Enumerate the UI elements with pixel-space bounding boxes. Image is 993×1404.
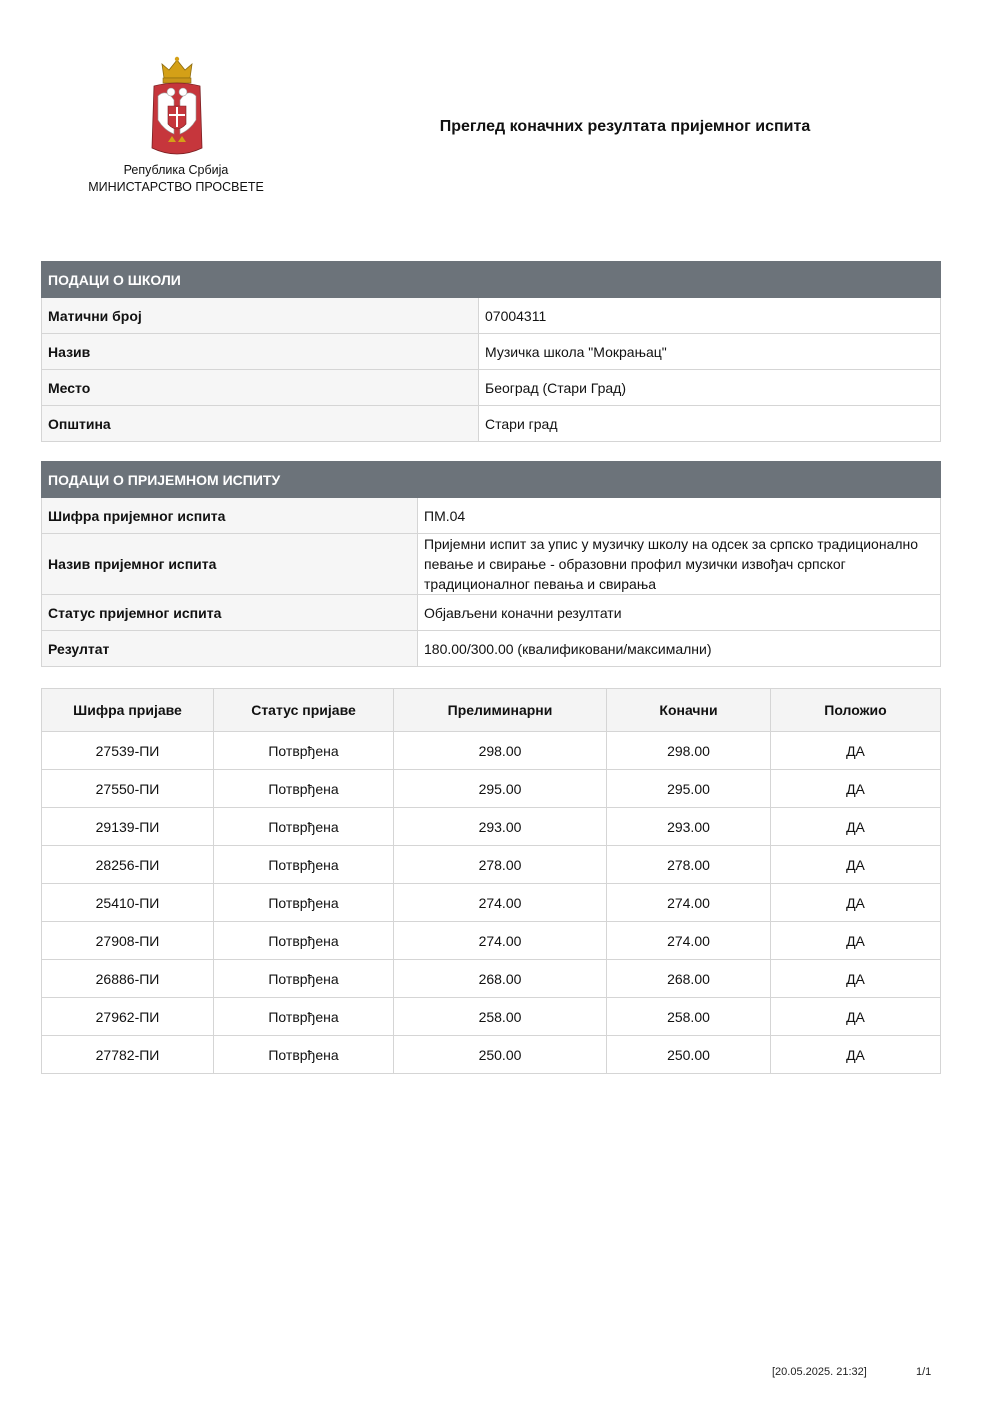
application-status: Потврђена <box>214 770 394 808</box>
table-row <box>42 732 941 770</box>
column-header: Шифра пријаве <box>42 689 214 732</box>
print-timestamp: [20.05.2025. 21:32] <box>772 1366 867 1378</box>
preliminary-score: 293.00 <box>394 808 607 846</box>
column-header: Прелиминарни <box>394 689 607 732</box>
issuer-block <box>80 162 272 196</box>
preliminary-score: 274.00 <box>394 884 607 922</box>
page-number: 1/1 <box>916 1366 932 1378</box>
exam-info-table <box>41 461 941 667</box>
results-header-row <box>42 689 941 732</box>
document-title: Преглед коначних резултата пријемног испита <box>439 118 811 135</box>
ministry-name: МИНИСТАРСТВО ПРОСВЕТЕ <box>88 180 264 194</box>
application-status: Потврђена <box>214 960 394 998</box>
info-value: Музичка школа "Мокрањац" <box>479 334 941 370</box>
application-code: 27962-ПИ <box>42 998 214 1036</box>
final-score: 250.00 <box>607 1036 771 1074</box>
column-header: Коначни <box>607 689 771 732</box>
final-score: 258.00 <box>607 998 771 1036</box>
info-row <box>42 534 941 595</box>
table-row <box>42 998 941 1036</box>
application-status: Потврђена <box>214 732 394 770</box>
info-row <box>42 370 941 406</box>
preliminary-score: 278.00 <box>394 846 607 884</box>
school-info-table <box>41 261 941 442</box>
application-code: 27539-ПИ <box>42 732 214 770</box>
results-table <box>41 688 941 1074</box>
passed-flag: ДА <box>771 808 941 846</box>
school-section-title: ПОДАЦИ О ШКОЛИ <box>42 262 941 298</box>
info-value: ПМ.04 <box>418 498 941 534</box>
preliminary-score: 274.00 <box>394 922 607 960</box>
exam-section-title: ПОДАЦИ О ПРИЈЕМНОМ ИСПИТУ <box>42 462 941 498</box>
application-code: 25410-ПИ <box>42 884 214 922</box>
application-status: Потврђена <box>214 922 394 960</box>
info-value: 180.00/300.00 (квалификовани/максимални) <box>418 631 941 667</box>
info-label: Место <box>42 370 479 406</box>
application-code: 29139-ПИ <box>42 808 214 846</box>
info-label: Општина <box>42 406 479 442</box>
final-score: 295.00 <box>607 770 771 808</box>
table-row <box>42 846 941 884</box>
passed-flag: ДА <box>771 998 941 1036</box>
final-score: 298.00 <box>607 732 771 770</box>
table-row <box>42 808 941 846</box>
country-name: Република Србија <box>123 163 229 177</box>
application-status: Потврђена <box>214 998 394 1036</box>
table-row <box>42 770 941 808</box>
application-status: Потврђена <box>214 846 394 884</box>
preliminary-score: 295.00 <box>394 770 607 808</box>
info-row <box>42 498 941 534</box>
application-code: 27550-ПИ <box>42 770 214 808</box>
passed-flag: ДА <box>771 770 941 808</box>
table-row <box>42 1036 941 1074</box>
serbian-coat-of-arms-icon <box>148 56 206 162</box>
info-label: Статус пријемног испита <box>42 595 418 631</box>
info-value: Објављени коначни резултати <box>418 595 941 631</box>
passed-flag: ДА <box>771 922 941 960</box>
passed-flag: ДА <box>771 1036 941 1074</box>
application-status: Потврђена <box>214 884 394 922</box>
table-row <box>42 884 941 922</box>
info-value: Београд (Стари Град) <box>479 370 941 406</box>
table-row <box>42 922 941 960</box>
table-row <box>42 960 941 998</box>
final-score: 274.00 <box>607 884 771 922</box>
passed-flag: ДА <box>771 846 941 884</box>
info-row <box>42 406 941 442</box>
passed-flag: ДА <box>771 732 941 770</box>
final-score: 268.00 <box>607 960 771 998</box>
preliminary-score: 258.00 <box>394 998 607 1036</box>
info-row <box>42 334 941 370</box>
info-row <box>42 631 941 667</box>
info-value: 07004311 <box>479 298 941 334</box>
info-value: Стари град <box>479 406 941 442</box>
application-code: 28256-ПИ <box>42 846 214 884</box>
info-label: Шифра пријемног испита <box>42 498 418 534</box>
passed-flag: ДА <box>771 884 941 922</box>
final-score: 293.00 <box>607 808 771 846</box>
info-label: Назив <box>42 334 479 370</box>
column-header: Статус пријаве <box>214 689 394 732</box>
info-label: Назив пријемног испита <box>42 534 418 595</box>
info-value: Пријемни испит за упис у музичку школу на одсек за српско традиционално певање и свирање - образовни профил музички извођач српског традиционалног певања и свирања <box>418 534 941 595</box>
preliminary-score: 298.00 <box>394 732 607 770</box>
preliminary-score: 268.00 <box>394 960 607 998</box>
application-code: 27908-ПИ <box>42 922 214 960</box>
application-status: Потврђена <box>214 808 394 846</box>
final-score: 274.00 <box>607 922 771 960</box>
application-status: Потврђена <box>214 1036 394 1074</box>
final-score: 278.00 <box>607 846 771 884</box>
column-header: Положио <box>771 689 941 732</box>
preliminary-score: 250.00 <box>394 1036 607 1074</box>
application-code: 27782-ПИ <box>42 1036 214 1074</box>
passed-flag: ДА <box>771 960 941 998</box>
info-row <box>42 595 941 631</box>
info-label: Матични број <box>42 298 479 334</box>
info-row <box>42 298 941 334</box>
info-label: Резултат <box>42 631 418 667</box>
application-code: 26886-ПИ <box>42 960 214 998</box>
